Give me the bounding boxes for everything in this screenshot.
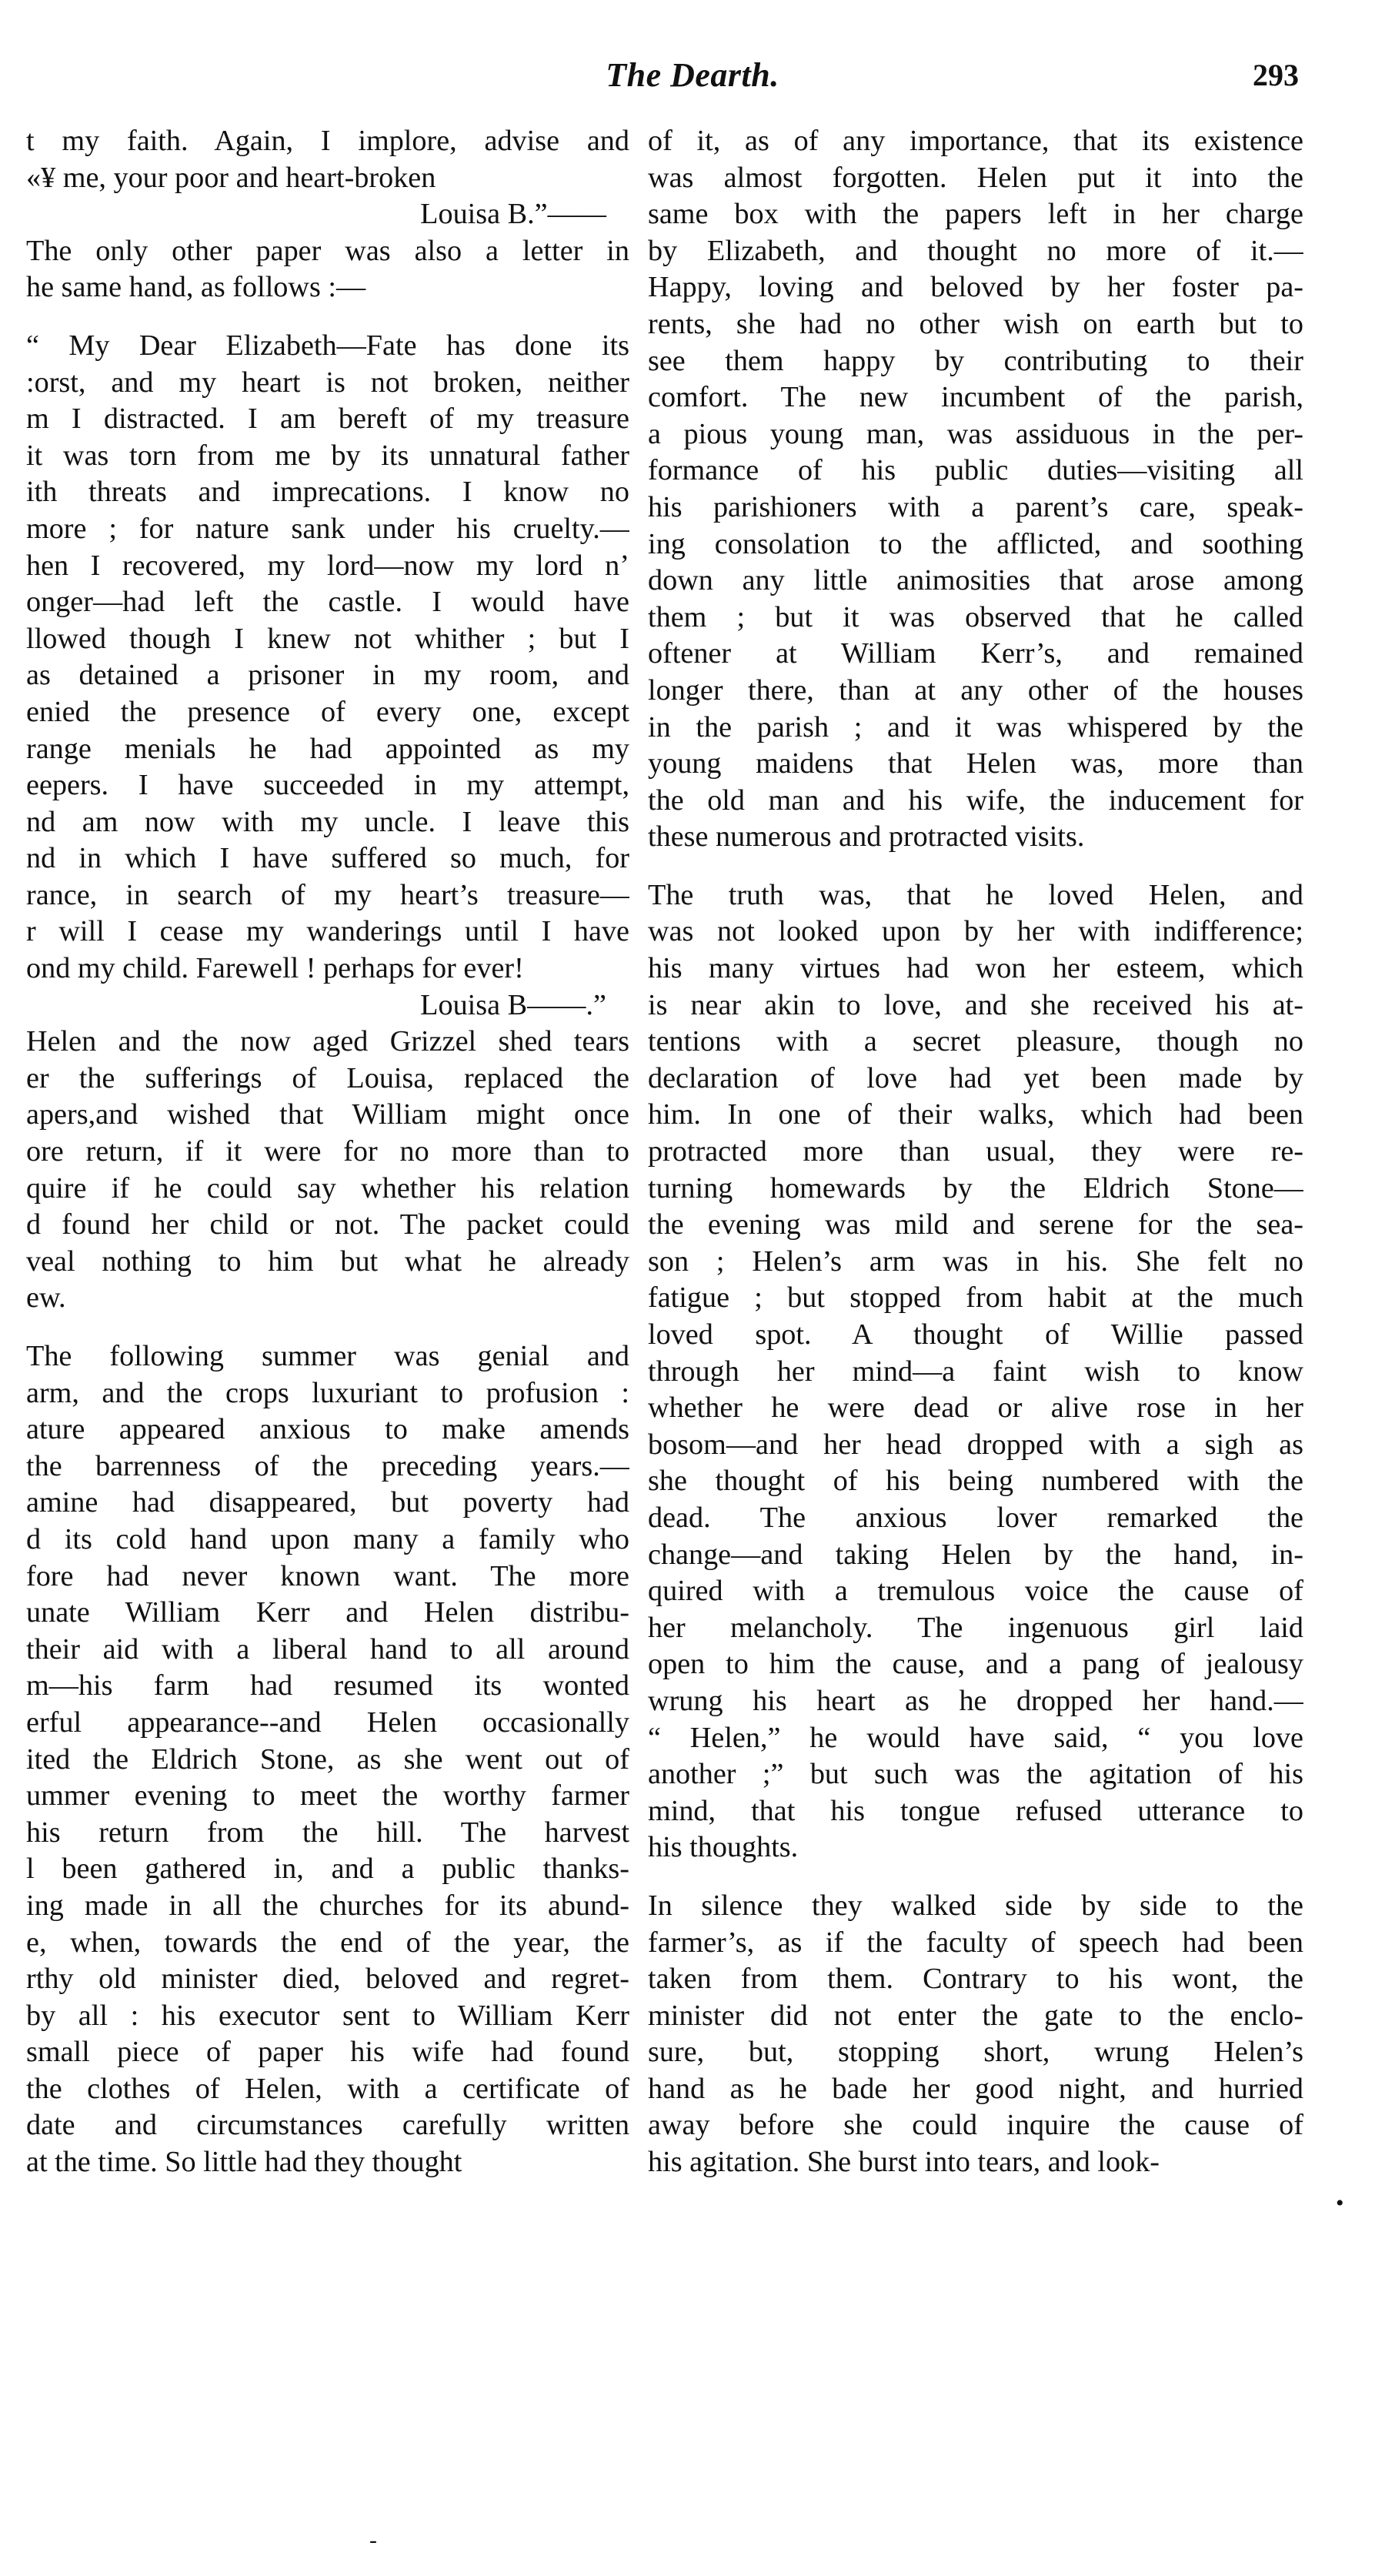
text-line: his parishioners with a parent’s care, speak- [648,490,1303,523]
text-line: another ;” but such was the agitation of his [648,1758,1303,1791]
text-line: same box with the papers left in her charge [648,198,1303,231]
text-line: was almost forgotten. Helen put it into the [648,161,1303,194]
text-line: comfort. The new incumbent of the parish, [648,381,1303,414]
text-line: ore return, if it were for no more than to [26,1135,629,1168]
text-line: ature appeared anxious to make amends [26,1413,629,1446]
text-line: onger—had left the castle. I would have [26,586,629,619]
text-line: her melancholy. The ingenuous girl laid [648,1611,1303,1644]
paragraph [26,328,629,987]
text-line: taken from them. Contrary to his wont, the [648,1963,1303,1996]
text-line: quire if he could say whether his relation [26,1171,629,1204]
text-line: these numerous and protracted visits. [648,820,1085,854]
text-line: Helen and the now aged Grizzel shed tears [26,1025,629,1058]
text-line: t my faith. Again, I implore, advise and [26,125,629,157]
text-line: m—his farm had resumed its wonted [26,1669,629,1702]
text-line: apers,and wished that William might once [26,1098,629,1131]
text-line: open to him the cause, and a pang of jealousy [648,1648,1303,1681]
text-line: fore had never known want. The more [26,1559,629,1592]
text-line: his thoughts. [648,1831,799,1864]
text-line: dead. The anxious lover remarked the [648,1501,1303,1534]
text-line: The truth was, that he loved Helen, and [648,878,1303,911]
text-line: it was torn from me by its unnatural father [26,439,629,472]
text-line: nd am now with my uncle. I leave this [26,805,629,838]
text-line: loved spot. A thought of Willie passed [648,1318,1303,1351]
text-line: bosom—and her head dropped with a sigh as [648,1428,1303,1461]
text-line: by all : his executor sent to William Kerr [26,1999,629,2032]
text-line: wrung his heart as he dropped her hand.— [648,1684,1303,1717]
paragraph [648,123,1303,856]
text-line: the clothes of Helen, with a certificate of [26,2072,629,2105]
text-line: llowed though I knew not whither ; but I [26,622,629,655]
left-column [26,123,629,2181]
paragraph [648,877,1303,1866]
text-line: at the time. So little had they thought [26,2146,462,2179]
text-line: a pious young man, was assiduous in the per- [648,417,1303,450]
text-line: arm, and the crops luxuriant to profusion : [26,1376,629,1409]
text-line: longer there, than at any other of the houses [648,673,1303,707]
text-line: ond my child. Farewell ! perhaps for ever! [26,952,524,985]
text-line: er the sufferings of Louisa, replaced the [26,1061,629,1094]
text-line: more ; for nature sank under his cruelty.— [26,512,629,545]
text-line: see them happy by contributing to their [648,344,1303,377]
paragraph [26,1024,629,1317]
text-line: nd in which I have suffered so much, for [26,842,629,875]
paragraph [26,123,629,196]
text-line: change—and taking Helen by the hand, in- [648,1538,1303,1571]
text-line: turning homewards by the Eldrich Stone— [648,1171,1303,1204]
text-line: ummer evening to meet the worthy farmer [26,1779,629,1813]
text-line: formance of his public duties—visiting all [648,454,1303,487]
text-line: r will I cease my wanderings until I have [26,915,629,948]
text-line: tentions with a secret pleasure, though no [648,1025,1303,1058]
text-line: the evening was mild and serene for the sea- [648,1208,1303,1241]
text-line: is near akin to love, and she received his at- [648,988,1303,1021]
signature-line [26,196,629,233]
text-line: “ My Dear Elizabeth—Fate has done its [26,329,629,362]
text-line: down any little animosities that arose among [648,564,1303,597]
text-line: m I distracted. I am bereft of my treasure [26,403,629,436]
text-line: in the parish ; and it was whispered by the [648,710,1303,743]
text-line: l been gathered in, and a public thanks- [26,1853,629,1886]
text-line: unate William Kerr and Helen distribu- [26,1596,629,1629]
text-line: eepers. I have succeeded in my attempt, [26,769,629,802]
paragraph [648,1888,1303,2181]
text-line: :orst, and my heart is not broken, neither [26,366,629,399]
text-line: son ; Helen’s arm was in his. She felt no [648,1245,1303,1278]
text-line: the old man and his wife, the inducement for [648,783,1303,817]
text-line: young maidens that Helen was, more than [648,747,1303,780]
text-line: through her mind—a faint wish to know [648,1355,1303,1388]
text-line: rents, she had no other wish on earth but to [648,307,1303,340]
text-line: The only other paper was also a letter in [26,234,629,267]
right-column [648,123,1303,2181]
text-line: hand as he bade her good night, and hurried [648,2072,1303,2105]
signature-text: Louisa B——.” [420,988,606,1021]
text-line: ing consolation to the afflicted, and soothing [648,527,1303,560]
text-line: fatigue ; but stopped from habit at the much [648,1281,1303,1315]
text-line: “ Helen,” he would have said, “ you love [648,1721,1303,1754]
text-line: In silence they walked side by side to the [648,1889,1303,1922]
bottom-dash-mark: - [369,2528,377,2553]
text-line: Happy, loving and beloved by her foster pa- [648,271,1303,304]
text-line: away before she could inquire the cause of [648,2109,1303,2142]
text-line: ited the Eldrich Stone, as she went out of [26,1742,629,1776]
text-line: rthy old minister died, beloved and regret- [26,1963,629,1996]
text-line: declaration of love had yet been made by [648,1061,1303,1094]
text-line: hen I recovered, my lord—now my lord nʼ [26,549,629,582]
text-line: farmer’s, as if the faculty of speech had been [648,1926,1303,1959]
text-line: his agitation. She burst into tears, and look- [648,2146,1160,2179]
text-line: mind, that his tongue refused utterance to [648,1794,1303,1827]
text-line: his many virtues had won her esteem, which [648,952,1303,985]
text-line: amine had disappeared, but poverty had [26,1486,629,1519]
text-line: of it, as of any importance, that its existence [648,125,1303,157]
paragraph [26,1338,629,2181]
text-line: oftener at William Kerr’s, and remained [648,637,1303,670]
text-line: them ; but it was observed that he called [648,600,1303,633]
text-line: him. In one of their walks, which had been [648,1098,1303,1131]
text-line: ith threats and imprecations. I know no [26,476,629,509]
running-title: The Dearth. [606,56,779,94]
text-line: the barrenness of the preceding years.— [26,1449,629,1482]
text-line: e, when, towards the end of the year, the [26,1926,629,1959]
text-line: rance, in search of my heart’s treasure— [26,878,629,911]
text-line: his return from the hill. The harvest [26,1816,629,1849]
text-line: erful appearance--and Helen occasionally [26,1706,629,1739]
paragraph [26,233,629,306]
text-line: ing made in all the churches for its abund- [26,1889,629,1922]
text-line: protracted more than usual, they were re- [648,1135,1303,1168]
text-line: range menials he had appointed as my [26,732,629,765]
text-line: enied the presence of every one, except [26,695,629,728]
text-line: by Elizabeth, and thought no more of it.— [648,234,1303,267]
text-line: sure, but, stopping short, wrung Helen’s [648,2036,1303,2069]
margin-bullet-mark: • [1336,2190,1344,2216]
text-line: ew. [26,1281,66,1315]
text-line: minister did not enter the gate to the enclo- [648,1999,1303,2032]
text-line: «¥ me, your poor and heart-broken [26,161,436,194]
text-line: d its cold hand upon many a family who [26,1522,629,1555]
text-line: whether he were dead or alive rose in her [648,1392,1303,1425]
page-number: 293 [1253,58,1299,92]
text-line: quired with a tremulous voice the cause of [648,1575,1303,1608]
text-line: he same hand, as follows :— [26,271,366,304]
signature-text: Louisa B.”—— [420,198,606,231]
text-line: veal nothing to him but what he already [26,1245,629,1278]
text-line: small piece of paper his wife had found [26,2036,629,2069]
text-line: was not looked upon by her with indifference; [648,915,1303,948]
text-line: she thought of his being numbered with the [648,1465,1303,1498]
signature-line [26,987,629,1024]
text-line: The following summer was genial and [26,1340,629,1372]
text-line: their aid with a liberal hand to all around [26,1632,629,1666]
text-line: as detained a prisoner in my room, and [26,659,629,692]
text-line: date and circumstances carefully written [26,2109,629,2142]
page-header [0,55,1385,117]
text-line: d found her child or not. The packet could [26,1208,629,1241]
